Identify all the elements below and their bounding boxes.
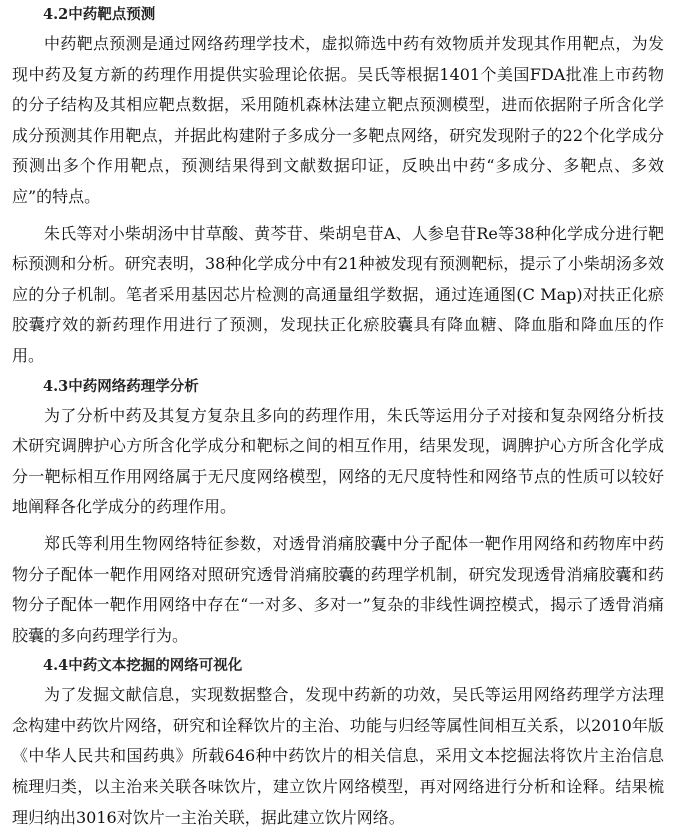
paragraph: 郑氏等利用生物网络特征参数，对透骨消痛胶囊中分子配体一靶作用网络和药物库中药物分子配体一靶作用网络对照研究透骨消痛胶囊的药理学机制，研究发现透骨消痛胶囊和药物分子配体一靶作用网络中存在“一对多、多对一”复杂的非线性调控模式，揭示了透骨消痛胶囊的多向药理学行为。 bbox=[12, 533, 664, 645]
paragraph: 为了分析中药及其复方复杂且多向的药理作用，朱氏等运用分子对接和复杂网络分析技术研究调脾护心方所含化学成分和靶标之间的相互作用，结果发现，调脾护心方所含化学成分一靶标相互作用网络属于无尺度网络模型，网络的无尺度特性和网络节点的性质可以较好地阐释各化学成分的药理作用。 bbox=[12, 405, 664, 517]
section-heading-4-3: 4.3中药网络药理学分析 bbox=[43, 377, 199, 395]
paragraph: 朱氏等对小柴胡汤中甘草酸、黄芩苷、柴胡皂苷A、人参皂苷Re等38种化学成分进行靶标预测和分析。研究表明，38种化学成分中有21种被发现有预测靶标，提示了小柴胡汤多效应的分子机制。笔者采用基因芯片检测的高通量组学数据，通过连通图(C Map)对扶正化瘀胶囊疗效的新药理作用进行了预测，发现扶正化瘀胶囊具有降血糖、降血脂和降血压的作用。 bbox=[12, 223, 664, 365]
section-heading-4-4: 4.4中药文本挖掘的网络可视化 bbox=[43, 657, 243, 675]
paragraph: 为了发掘文献信息，实现数据整合，发现中药新的功效，吴氏等运用网络药理学方法理念构建中药饮片网络，研究和诠释饮片的主治、功能与归经等属性间相互关系，以2010年版《中华人民共和国药典》所载646种中药饮片的相关信息，采用文本挖掘法将饮片主治信息梳理归类，以主治来关联各味饮片，建立饮片网络模型，再对网络进行分析和诠释。结果梳理归纳出3016对饮片一主治关联，据此建立饮片网络。 bbox=[12, 685, 664, 827]
paragraph: 中药靶点预测是通过网络药理学技术，虚拟筛选中药有效物质并发现其作用靶点，为发现中药及复方新的药理作用提供实验理论依据。吴氏等根据1401个美国FDA批准上市药物的分子结构及其相应靶点数据，采用随机森林法建立靶点预测模型，进而依据附子所含化学成分预测其作用靶点，并据此构建附子多成分一多靶点网络，研究发现附子的22个化学成分预测出多个作用靶点，预测结果得到文献数据印证，反映出中药“多成分、多靶点、多效应”的特点。 bbox=[12, 34, 664, 206]
section-heading-4-2: 4.2中药靶点预测 bbox=[43, 6, 156, 23]
